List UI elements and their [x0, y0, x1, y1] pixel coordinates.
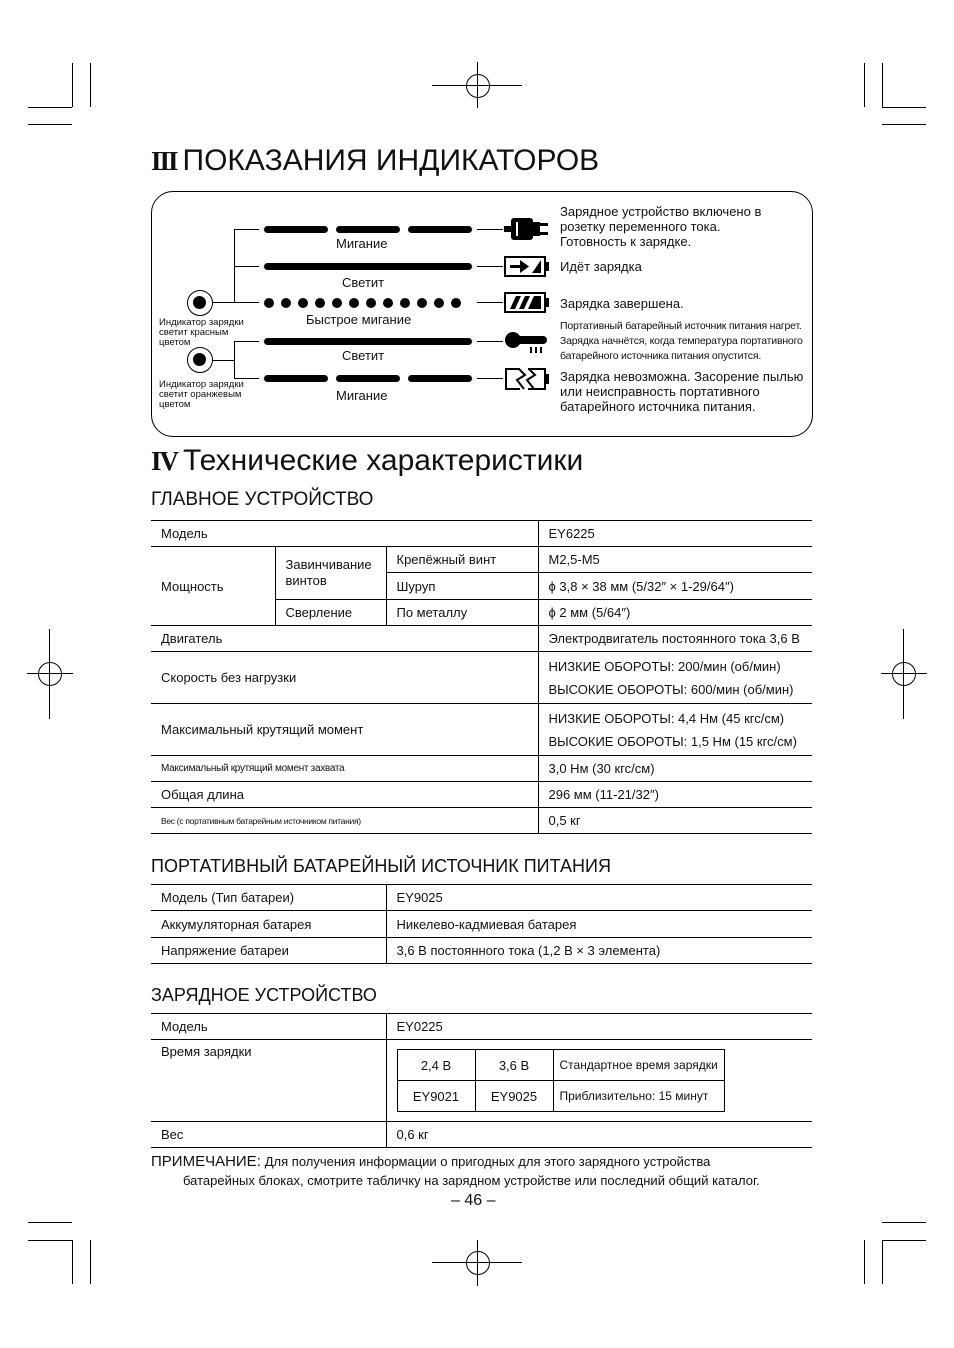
speed-low: НИЗКИЕ ОБОРОТЫ: 200/мин (об/мин): [548, 658, 781, 674]
crop-mark: [90, 1240, 91, 1284]
table-cell: 296 мм (11-21/32″): [538, 782, 812, 808]
table-cell: 0,5 кг: [538, 808, 812, 834]
table-cell: 3,0 Нм (30 кгс/см): [538, 756, 812, 782]
table-cell: Завинчивание винтов: [275, 547, 386, 600]
table-cell: 3,6 В: [475, 1050, 553, 1081]
registration-mark: [466, 74, 490, 98]
crop-mark: [28, 107, 72, 108]
table-row: [151, 756, 812, 782]
led-pattern-dot: [434, 298, 444, 308]
note-text-line-2: батарейных блоках, смотрите табличку на зарядном устройстве или последний общий каталог.: [183, 1173, 760, 1188]
orange-led-label: Индикатор зарядки светит оранжевым цветом: [159, 379, 244, 410]
led-pattern-dot: [417, 298, 427, 308]
leader-line: [477, 341, 503, 342]
battery-heading: ПОРТАТИВНЫЙ БАТАРЕЙНЫЙ ИСТОЧНИК ПИТАНИЯ: [151, 856, 611, 876]
table-cell: ϕ 2 мм (5/64″): [538, 600, 812, 626]
broken-battery-icon: [504, 367, 550, 391]
plug-icon: [504, 214, 550, 244]
table-cell: Модель: [151, 1014, 386, 1040]
led-pattern-bar: [264, 263, 472, 270]
section-3-number: III: [151, 146, 177, 176]
charging-battery-icon: [504, 256, 550, 278]
full-battery-icon: [504, 292, 550, 314]
led-pattern-dot: [383, 298, 393, 308]
table-cell: Никелево-кадмиевая батарея: [386, 911, 812, 938]
table-row: [151, 885, 812, 911]
section-4-title: [151, 444, 583, 478]
pattern-label: Светит: [342, 348, 385, 363]
connector-line: [234, 229, 259, 230]
table-cell: Приблизительно: 15 минут: [553, 1081, 724, 1112]
crop-mark: [882, 107, 926, 108]
crop-mark: [28, 1240, 72, 1241]
charger-table: [151, 1013, 812, 1148]
indicator-description: Портативный батарейный источник питания нагрет. Зарядка начнётся, когда температура портативного батарейного источника питания опустится.: [560, 320, 803, 362]
registration-mark: [892, 662, 916, 686]
crop-mark: [882, 63, 883, 107]
led-pattern-dot: [366, 298, 376, 308]
table-row: [151, 808, 812, 834]
table-row: [151, 704, 812, 756]
connector-line: [213, 302, 235, 303]
led-pattern-dot: [315, 298, 325, 308]
battery-table: [151, 884, 812, 964]
table-cell: Время зарядки: [151, 1040, 386, 1122]
table-row: [151, 521, 812, 547]
table-cell: [538, 704, 812, 756]
table-row: [151, 1122, 812, 1148]
indicator-description: Зарядка завершена.: [560, 296, 684, 311]
table-cell: Модель (Тип батареи): [151, 885, 386, 911]
registration-mark: [466, 1251, 490, 1275]
table-cell: Напряжение батареи: [151, 938, 386, 964]
connector-line: [213, 360, 235, 361]
indicator-description: Идёт зарядка: [560, 259, 642, 274]
table-cell: Общая длина: [151, 782, 538, 808]
indicator-description: Зарядное устройство включено в розетку переменного тока. Готовность к зарядке.: [560, 204, 762, 249]
crop-mark: [882, 1240, 883, 1284]
section-4-heading: Технические характеристики: [183, 444, 584, 477]
table-cell: 2,4 В: [397, 1050, 475, 1081]
led-pattern-dot: [264, 298, 274, 308]
table-cell: Вес: [151, 1122, 386, 1148]
table-cell: Модель: [151, 521, 538, 547]
connector-line: [234, 378, 259, 379]
leader-line: [477, 266, 503, 267]
torque-low: НИЗКИЕ ОБОРОТЫ: 4,4 Нм (45 кгс/см): [548, 710, 785, 726]
led-pattern-bar: [408, 375, 472, 382]
red-led-icon: [187, 290, 213, 316]
crop-mark: [28, 1222, 72, 1223]
crop-mark: [882, 1222, 926, 1223]
thermometer-icon: [504, 328, 550, 356]
pattern-label: Мигание: [336, 236, 388, 251]
table-row: [151, 911, 812, 938]
note-continuation: [183, 1171, 760, 1190]
note-label: ПРИМЕЧАНИЕ:: [151, 1153, 261, 1170]
leader-line: [477, 229, 503, 230]
speed-high: ВЫСОКИЕ ОБОРОТЫ: 600/мин (об/мин): [548, 681, 794, 697]
table-cell: 0,6 кг: [386, 1122, 812, 1148]
indicator-description: Зарядка невозможна. Засорение пылью или неисправность портативного батарейного источника питания.: [560, 369, 804, 414]
table-cell: EY9025: [386, 885, 812, 911]
leader-line: [477, 378, 503, 379]
table-cell: EY0225: [386, 1014, 812, 1040]
pattern-label: Мигание: [336, 388, 388, 403]
led-pattern-dot: [400, 298, 410, 308]
note-text-line-1: Для получения информации о пригодных для этого зарядного устройства: [264, 1154, 711, 1169]
table-row: [151, 938, 812, 964]
table-cell: Крепёжный винт: [386, 547, 538, 573]
crop-mark: [864, 63, 865, 107]
page-number: – 46 –: [451, 1192, 496, 1209]
led-pattern-bar: [336, 226, 400, 233]
led-pattern-bar: [408, 226, 472, 233]
led-pattern-bar: [264, 375, 328, 382]
crop-mark: [72, 63, 73, 107]
led-pattern-bar: [336, 375, 400, 382]
main-unit-heading: ГЛАВНОЕ УСТРОЙСТВО: [151, 489, 374, 510]
connector-line: [234, 302, 259, 303]
table-cell: [386, 1040, 812, 1122]
led-pattern-bar: [264, 226, 328, 233]
charger-heading: ЗАРЯДНОЕ УСТРОЙСТВО: [151, 985, 377, 1005]
crop-mark: [72, 1240, 73, 1284]
table-cell: ϕ 3,8 × 38 мм (5/32″ × 1-29/64″): [538, 573, 812, 600]
main-unit-table: [151, 520, 812, 834]
table-cell: Стандартное время зарядки: [553, 1050, 724, 1081]
section-3-title: [151, 144, 599, 178]
table-cell: Аккумуляторная батарея: [151, 911, 386, 938]
table-cell: Мощность: [151, 547, 275, 626]
table-row: [151, 1040, 812, 1122]
table-row: [397, 1081, 724, 1112]
led-pattern-dot: [281, 298, 291, 308]
table-cell: Вес (с портативным батарейным источником питания): [151, 808, 538, 834]
table-cell: Шуруп: [386, 573, 538, 600]
crop-mark: [90, 63, 91, 107]
crop-mark: [864, 1240, 865, 1284]
table-cell: EY9025: [475, 1081, 553, 1112]
crop-mark: [882, 124, 926, 125]
table-row: [151, 1014, 812, 1040]
table-row: [151, 652, 812, 704]
table-cell: Сверление: [275, 600, 386, 626]
table-row: [151, 782, 812, 808]
led-pattern-dot: [332, 298, 342, 308]
note: [151, 1152, 710, 1171]
crop-mark: [28, 124, 72, 125]
table-cell: Электродвигатель постоянного тока 3,6 В: [538, 626, 812, 652]
section-3-heading: ПОКАЗАНИЯ ИНДИКАТОРОВ: [182, 144, 600, 177]
registration-mark: [38, 662, 62, 686]
table-cell: M2,5-M5: [538, 547, 812, 573]
table-cell: Максимальный крутящий момент: [151, 704, 538, 756]
table-row: [151, 626, 812, 652]
pattern-label: Светит: [342, 275, 385, 290]
leader-line: [477, 302, 503, 303]
table-cell: EY9021: [397, 1081, 475, 1112]
table-row: [397, 1050, 724, 1081]
led-pattern-dot: [451, 298, 461, 308]
table-cell: Двигатель: [151, 626, 538, 652]
orange-led-icon: [187, 347, 213, 373]
charge-time-table: [397, 1049, 725, 1112]
led-pattern-dot: [298, 298, 308, 308]
table-cell: 3,6 В постоянного тока (1,2 В × 3 элемента): [386, 938, 812, 964]
section-4-number: IV: [151, 446, 178, 476]
table-cell: [538, 652, 812, 704]
led-pattern-dot: [349, 298, 359, 308]
crop-mark: [882, 1240, 926, 1241]
table-cell: EY6225: [538, 521, 812, 547]
torque-high: ВЫСОКИЕ ОБОРОТЫ: 1,5 Нм (15 кгс/см): [548, 733, 797, 749]
pattern-label: Быстрое мигание: [306, 312, 412, 327]
table-row: [151, 547, 812, 573]
connector-line: [234, 266, 259, 267]
table-cell: По металлу: [386, 600, 538, 626]
connector-line: [234, 341, 259, 342]
table-cell: Скорость без нагрузки: [151, 652, 538, 704]
table-cell: Максимальный крутящий момент захвата: [151, 756, 538, 782]
led-pattern-bar: [264, 338, 472, 345]
red-led-label: Индикатор зарядки светит красным цветом: [159, 317, 244, 348]
